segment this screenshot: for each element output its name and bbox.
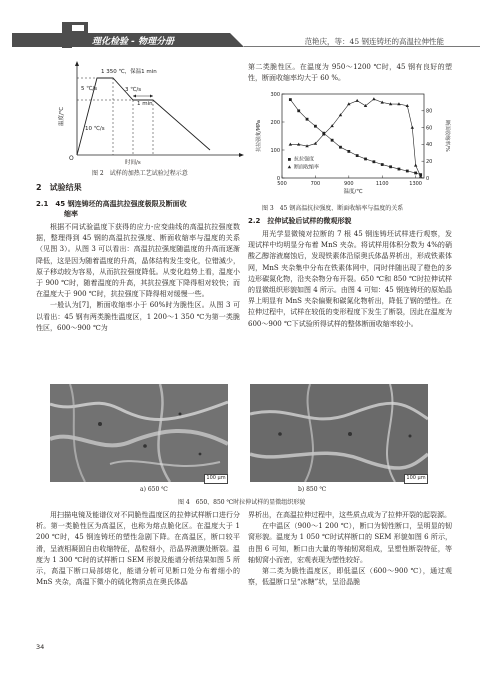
label-rate-heat: 5 ℃/s [81, 86, 98, 92]
data-point-tensile-strength [364, 158, 367, 161]
y-tick-label: 200 [270, 119, 280, 126]
paragraph: 界析出，在高温拉伸过程中，这些质点成为了拉伸开裂的起裂源。 [248, 511, 451, 519]
series-line-tensile-strength [290, 100, 420, 175]
data-point-tensile-strength [314, 125, 317, 128]
label-rate-10: 10 ℃/s [85, 126, 105, 132]
figure-2-caption: 图 2 试样的加热工艺试验过程示意 [92, 170, 188, 177]
data-point-tensile-strength [406, 170, 409, 173]
label-temp-hold: 1 350 ℃，保温1 min [101, 69, 157, 75]
data-point-tensile-strength [347, 150, 350, 153]
y-tick-label: 300 [270, 91, 280, 98]
y2-tick-label: 20 [426, 159, 433, 165]
micrograph-850 [250, 384, 428, 482]
subsection-2-1-title-line1: 2.1 45 钢连铸坯的高温抗拉强度极限及断面收 [36, 200, 187, 208]
legend-label-area-reduction: 断面收缩率 [294, 164, 320, 171]
x-axis-label: 温度/℃ [343, 189, 363, 195]
y2-tick-label: 40 [426, 142, 433, 149]
legend-marker-area-reduction [288, 165, 291, 168]
paragraph: 在中温区（900～1 200 ℃），断口为韧性断口，呈明显的韧窝形貌。温度为 1 050 ℃时试样断口的 SEM 形貌如图 6 所示，由图 6 可知，断口由大量的等轴韧窝组成，呈塑性断裂特征，等轴韧窝小而密，宏观表现为塑性较好。 [248, 522, 452, 564]
x-tick-label: 1100 [375, 181, 389, 187]
data-point-area-reduction [411, 126, 414, 129]
data-point-tensile-strength [331, 139, 334, 142]
data-point-tensile-strength [414, 172, 417, 175]
journal-name: 理化检验 - 物理分册 [92, 37, 175, 47]
y2-tick-label: 60 [426, 125, 433, 132]
section-heading-results: 2 试验结果 [36, 183, 82, 192]
data-point-area-reduction [364, 104, 367, 107]
scale-bar-a: 100 μm [204, 474, 228, 484]
micrograph-650 [50, 384, 228, 482]
data-point-tensile-strength [356, 154, 359, 157]
x-tick-label: 1300 [409, 181, 423, 187]
y-tick-label: 100 [270, 147, 280, 154]
x-tick-label: 500 [277, 181, 287, 187]
x-tick-label: 700 [310, 181, 321, 187]
figure-3-chart [252, 88, 452, 198]
y2-axis-label: 断面收缩率/% [444, 120, 450, 152]
y-axis-label: 抗拉强度/MPa [256, 120, 262, 152]
y-axis-label: 温度/℃ [59, 106, 65, 126]
y2-tick-label: 80 [426, 108, 433, 115]
data-point-tensile-strength [297, 109, 300, 112]
scale-bar-b: 100 μm [404, 474, 428, 484]
right-column-body [248, 229, 452, 330]
paragraph: 根据不同试验温度下获得的应力-应变曲线的高温抗拉强度数据，整理得到 45 钢的高温抗拉强度、断面收缩率与温度的关系（见图 3）。从图 3 可以看出：高温抗拉强度随温度的升高而逐渐降低，这是因为随着温度的升高，晶体结构发生变化，位错滅少，原子移动较为容易，从而抗拉强度降低。从变化趋势上看，温度小于 900 ℃时，随着温度的升高，其抗拉强度下降得相对较快；而在温度大于 900 ℃时，抗拉强度下降得相对缓慢一些。 [36, 223, 240, 299]
page-number: 34 [36, 643, 45, 651]
figure-2-diagram [55, 60, 245, 160]
data-point-area-reduction [414, 164, 417, 167]
data-point-tensile-strength [398, 168, 401, 171]
subsection-2-2-title: 2.2 拉伸试验后试样的微观形貌 [248, 217, 352, 225]
paragraph: 用光学显微镜对拉断的 7 根 45 钢连铸坯试样进行观察，发现试样中均明显分布着 MnS 夹杂。将试样用体积分数为 4%的硝酸乙醇溶液腐蚀后，发现铁素体沿原奥氏体晶界析出，形成铁素体网，MnS 夹杂集中分布在铁素体网中，同时伴随出现了橙色的多边形碳氮化物，沿夹杂物分布开裂。650 ℃和 850 ℃时拉伸试样的显微组织形貌如图 4 所示。由图 4 可知：45 钢连铸坯的原始晶界上明显有 MnS 夹杂偏聚和碳氮化物析出，降低了钢的塑性。在拉伸过程中，试样在较低的变形程度下发生了断裂，因此在温度为 600～900 ℃下试验所得试样的整体断面收缩率较小。 [248, 230, 452, 328]
origin-label: O [69, 155, 74, 160]
subsection-2-1-title-line2: 缩率 [64, 210, 78, 218]
figure-4b-label: b) 850 ℃ [298, 486, 327, 493]
data-point-tensile-strength [381, 163, 384, 166]
data-point-area-reduction [355, 99, 358, 102]
data-point-tensile-strength [372, 160, 375, 163]
running-title: 范艳庆，等：45 钢连铸坯的高温拉伸性能 [304, 37, 444, 46]
paragraph: 用扫描电镜及能谱仪对不同脆性温度区的拉伸试样断口进行分析。第一类脆性区为高温区，也称为熔点脆化区。在温度大于 1 200 ℃时，45 钢连铸坯的塑性急剧下降。在高温区，断口较平滑，呈液相凝固自由收缩特征，晶粒细小，沿晶界液膜处断裂。温度为 1 300 ℃时的试样断口 SEM 形貌及能谱分析结果如图 5 所示，高温下断口局部熔化，能谱分析可见断口处分布着细小的 MnS 夹杂，高温下微小的硫化物质点在奥氏体晶 [36, 511, 240, 587]
legend-label-tensile-strength: 抗拉强度 [294, 156, 315, 163]
data-point-tensile-strength [389, 165, 392, 168]
x-axis-arrow-icon [239, 153, 244, 157]
bottom-right-body [248, 510, 452, 588]
data-point-area-reduction [372, 97, 375, 100]
data-point-area-reduction [397, 102, 400, 105]
label-rate-cool: 3 ℃/s [125, 87, 142, 93]
figure-2-xlabel: 时间/s [125, 160, 141, 166]
figure-4-caption: 图 4 650、850 ℃时拉伸试样的显微组织形貌 [178, 499, 306, 506]
y2-tick-label: 0 [426, 175, 430, 182]
x-tick-label: 900 [344, 181, 354, 187]
figure-3-caption: 图 3 45 钢高温抗拉强度、断面收缩率与温度的关系 [262, 205, 404, 212]
left-column-body [36, 222, 240, 334]
y-axis-arrow-icon [75, 61, 79, 66]
figure-4a-label: a) 650 ℃ [140, 486, 168, 493]
y-tick-label: 0 [276, 175, 280, 182]
bottom-left-body [36, 510, 240, 588]
right-column-top [248, 62, 452, 84]
data-point-tensile-strength [306, 118, 309, 121]
data-point-tensile-strength [289, 98, 292, 101]
paragraph: 第二类为脆性温度区，即低温区（600～900 ℃），通过观察，低温断口呈“冰糖”状，呈沿晶脆 [248, 567, 452, 587]
data-point-tensile-strength [339, 146, 342, 149]
legend-marker-tensile-strength [288, 158, 291, 161]
paragraph: 一般认为[7]，断面收缩率小于 60%时为脆性区。从图 3 可以看出：45 钢有两类脆性温度区，1 200～1 350 ℃为第一类脆性区，600～900 ℃为 [36, 301, 240, 332]
paragraph: 第二类脆性区。在温度为 950～1200 ℃时，45 钢有良好的塑性，断面收缩率均大于 60 %。 [248, 63, 452, 83]
subsection-2-1-title [36, 199, 240, 219]
label-hold-1min: 1 min [137, 101, 153, 107]
